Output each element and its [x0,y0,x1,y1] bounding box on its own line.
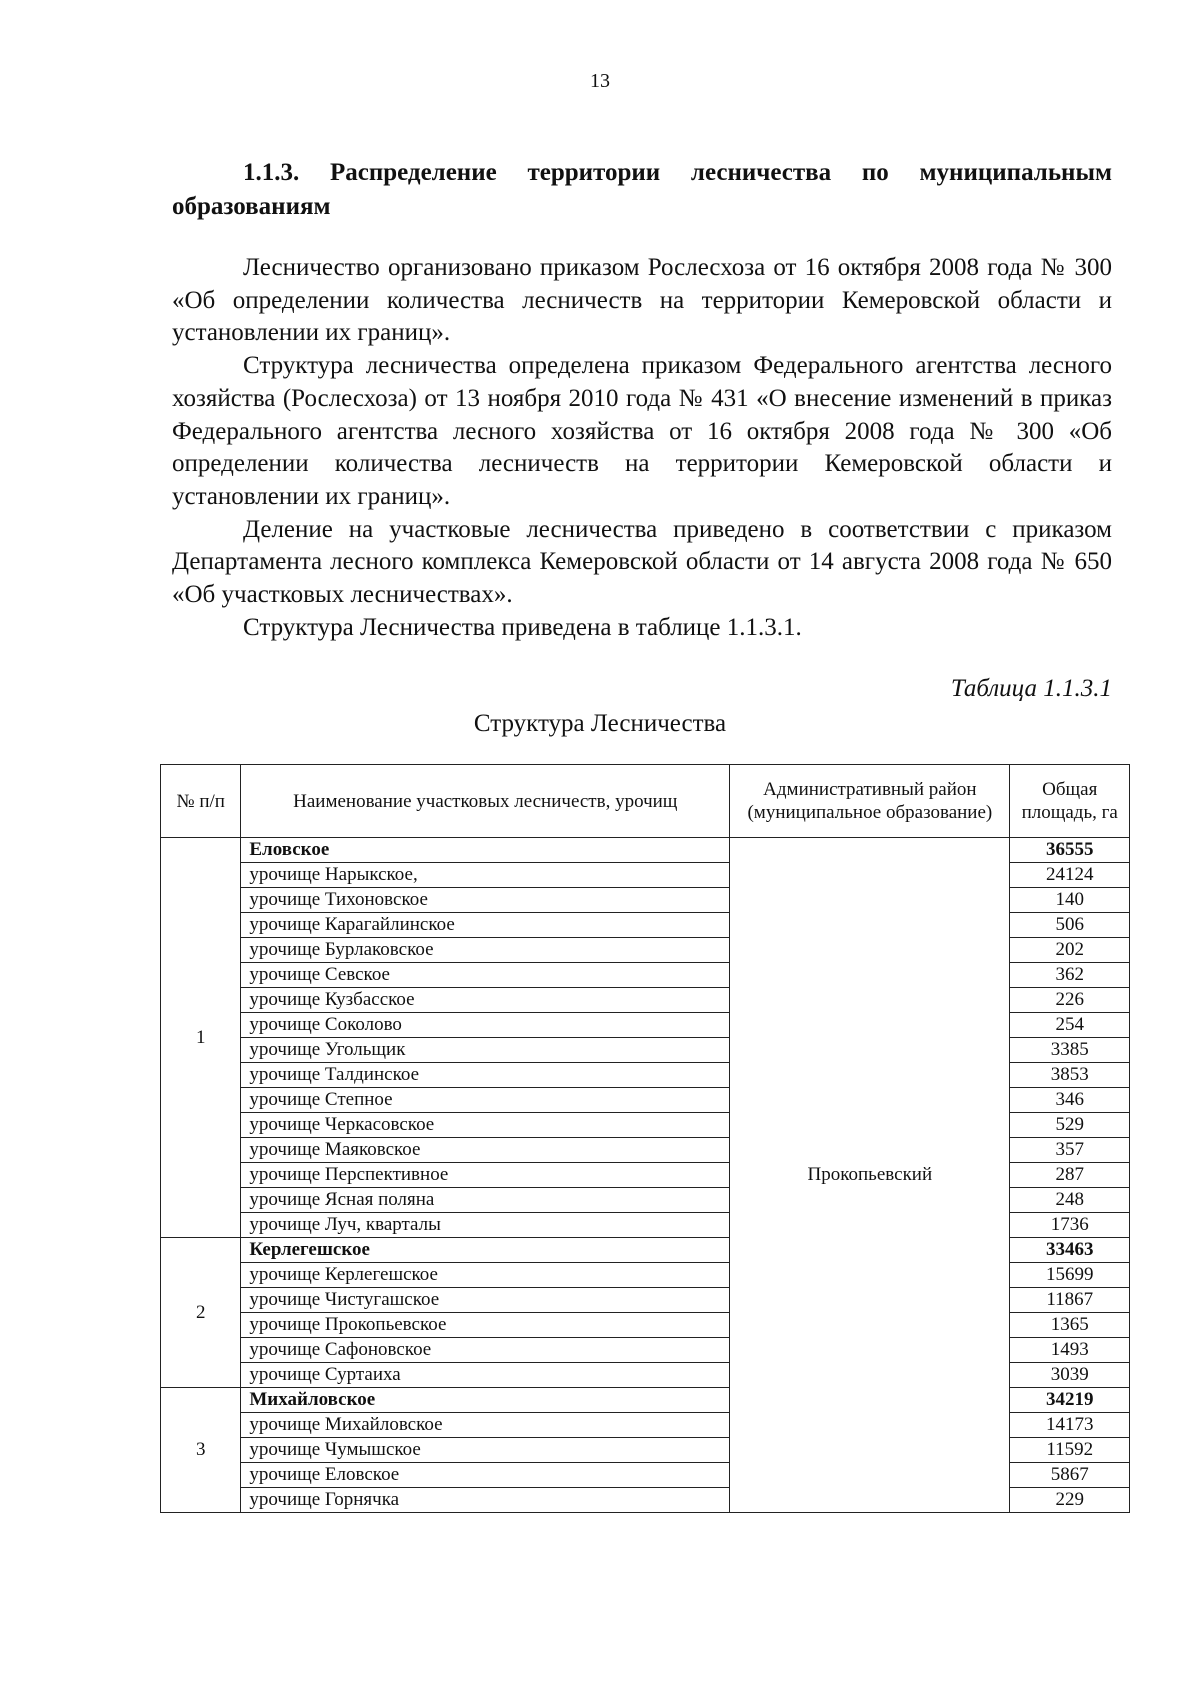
cell-area: 24124 [1010,863,1130,888]
cell-tract-name: урочище Угольщик [241,1038,730,1063]
heading-line-2: образованиям [172,193,331,220]
cell-tract-name: урочище Суртаиха [241,1363,730,1388]
table-title: Структура Лесничества [473,710,727,737]
cell-forestry-name: Михайловское [241,1388,730,1413]
paragraph: Лесничество организовано приказом Рослесхоза от 16 октября 2008 года № 300 «Об определении количества лесничеств на территории Кемеровской области и установлении их границ». [172,254,1112,347]
cell-area: 14173 [1010,1413,1130,1438]
page-number: 13 [590,70,610,92]
cell-num: 1 [161,838,241,1238]
cell-tract-name: урочище Талдинское [241,1063,730,1088]
cell-area: 202 [1010,938,1130,963]
cell-area: 529 [1010,1113,1130,1138]
cell-tract-name: урочище Прокопьевское [241,1313,730,1338]
cell-num: 3 [161,1388,241,1513]
cell-tract-name: урочище Керлегешское [241,1263,730,1288]
cell-tract-name: урочище Кузбасское [241,988,730,1013]
cell-area: 15699 [1010,1263,1130,1288]
forestry-structure-table [160,764,1130,1513]
cell-tract-name: урочище Луч, кварталы [241,1213,730,1238]
table-body [161,838,1130,1513]
cell-area: 140 [1010,888,1130,913]
cell-tract-name: урочище Сафоновское [241,1338,730,1363]
paragraph: Структура Лесничества приведена в таблице 1.1.3.1. [243,613,802,641]
cell-tract-name: урочище Бурлаковское [241,938,730,963]
cell-num: 2 [161,1238,241,1388]
header-num: № п/п [161,765,241,838]
cell-area: 248 [1010,1188,1130,1213]
cell-total-area: 36555 [1010,838,1130,863]
cell-tract-name: урочище Михайловское [241,1413,730,1438]
table-header-row [161,765,1130,838]
header-name: Наименование участковых лесничеств, урочищ [241,765,730,838]
cell-area: 1736 [1010,1213,1130,1238]
heading-line-1: 1.1.3. Распределение территории лесничества по муниципальным [243,159,1112,186]
cell-tract-name: урочище Соколово [241,1013,730,1038]
cell-area: 226 [1010,988,1130,1013]
paragraph: Деление на участковые лесничества приведено в соответствии с приказом Департамента лесного комплекса Кемеровской области от 14 августа 2008 года № 650 «Об участковых лесничествах». [172,515,1112,609]
table-caption: Таблица 1.1.3.1 [950,675,1112,702]
cell-tract-name: урочище Нарыкское, [241,863,730,888]
paragraph: Структура лесничества определена приказом Федерального агентства лесного хозяйства (Рослесхоза) от 13 ноября 2010 года № 431 «О внесение изменений в приказ Федерального агентства лесного хозяйства от 16 октября 2008 года № 300 «Об определении количества лесничеств на территории Кемеровской области и установлении их границ». [172,352,1112,510]
body-text [172,252,1112,644]
cell-forestry-name: Еловское [241,838,730,863]
cell-area: 229 [1010,1488,1130,1513]
header-district: Административный район (муниципальное образование) [730,765,1010,838]
cell-tract-name: урочище Севское [241,963,730,988]
cell-tract-name: урочище Еловское [241,1463,730,1488]
cell-area: 1493 [1010,1338,1130,1363]
cell-tract-name: урочище Перспективное [241,1163,730,1188]
cell-tract-name: урочище Черкасовское [241,1113,730,1138]
cell-area: 11592 [1010,1438,1130,1463]
cell-tract-name: урочище Чистугашское [241,1288,730,1313]
cell-tract-name: урочище Тихоновское [241,888,730,913]
cell-tract-name: урочище Маяковское [241,1138,730,1163]
cell-area: 1365 [1010,1313,1130,1338]
cell-area: 357 [1010,1138,1130,1163]
cell-area: 11867 [1010,1288,1130,1313]
cell-forestry-name: Керлегешское [241,1238,730,1263]
table-row-group [161,838,1130,863]
cell-district: Прокопьевский [730,838,1010,1513]
section-heading [172,156,1112,224]
cell-area: 287 [1010,1163,1130,1188]
cell-tract-name: урочище Чумышское [241,1438,730,1463]
cell-tract-name: урочище Карагайлинское [241,913,730,938]
cell-area: 346 [1010,1088,1130,1113]
cell-area: 3039 [1010,1363,1130,1388]
header-area: Общая площадь, га [1010,765,1130,838]
cell-tract-name: урочище Ясная поляна [241,1188,730,1213]
cell-tract-name: урочище Горнячка [241,1488,730,1513]
cell-area: 506 [1010,913,1130,938]
cell-area: 5867 [1010,1463,1130,1488]
cell-area: 3853 [1010,1063,1130,1088]
cell-area: 3385 [1010,1038,1130,1063]
cell-area: 254 [1010,1013,1130,1038]
cell-tract-name: урочище Степное [241,1088,730,1113]
cell-area: 362 [1010,963,1130,988]
cell-total-area: 33463 [1010,1238,1130,1263]
cell-total-area: 34219 [1010,1388,1130,1413]
